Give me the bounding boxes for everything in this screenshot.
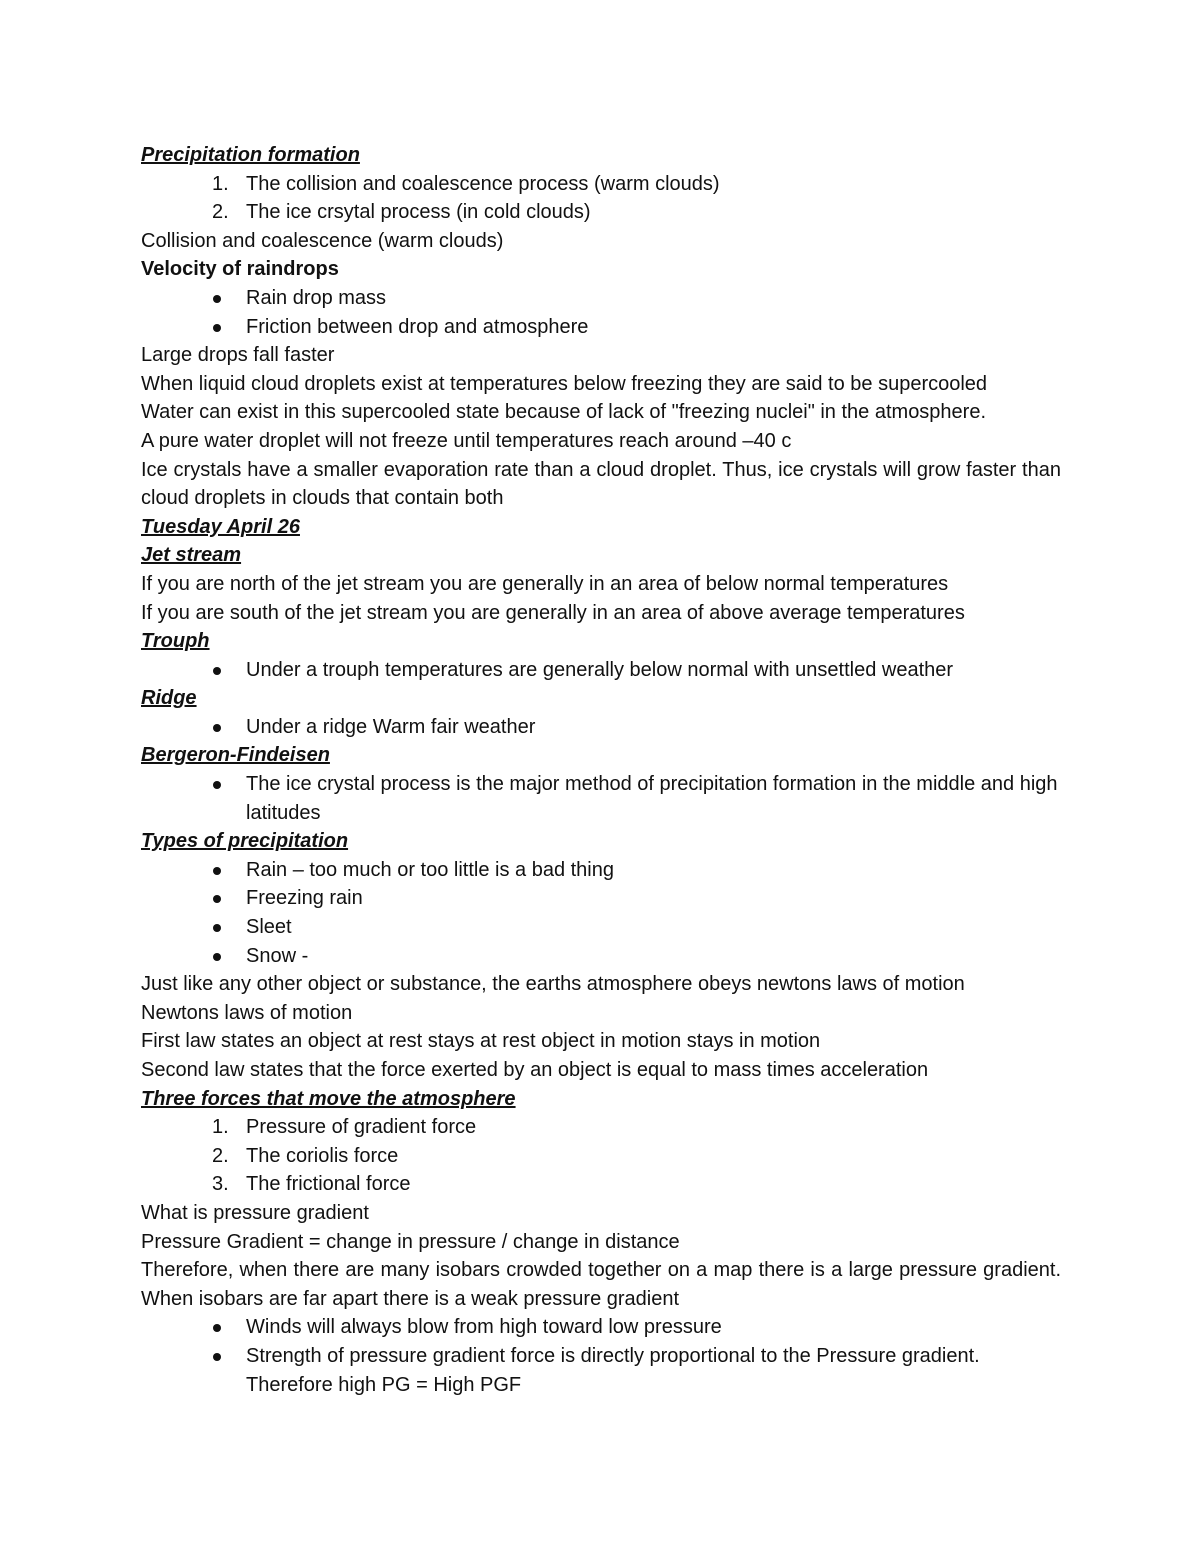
paragraph: What is pressure gradient xyxy=(141,1201,369,1224)
paragraph: Therefore, when there are many isobars crowded together on a map there is a large pressure gradient. When isobars are far apart there is a weak pressure gradient xyxy=(141,1259,1061,1310)
heading-precipitation-formation: Precipitation formation xyxy=(141,144,360,166)
bullet-item xyxy=(141,913,1061,942)
item-text: Pressure of gradient force xyxy=(246,1116,477,1139)
paragraph: If you are south of the jet stream you are generally in an area of above average temperatures xyxy=(141,601,965,624)
item-text: The frictional force xyxy=(246,1173,411,1196)
bullet-icon xyxy=(213,295,221,303)
item-text: Rain drop mass xyxy=(246,286,387,309)
heading-three-forces: Three forces that move the atmosphere xyxy=(141,1087,516,1110)
numbered-item xyxy=(141,198,1061,227)
bullet-icon xyxy=(213,1353,221,1361)
heading-bergeron-findeisen: Bergeron-Findeisen xyxy=(141,744,330,767)
bullet-icon xyxy=(213,924,221,932)
paragraph: When liquid cloud droplets exist at temperatures below freezing they are said to be supercooled xyxy=(141,372,988,395)
bullet-icon xyxy=(213,724,221,732)
bullet-icon xyxy=(213,781,221,789)
bullet-icon xyxy=(213,895,221,903)
item-text: Friction between drop and atmosphere xyxy=(246,315,589,338)
heading-trough: Trouph xyxy=(141,630,210,653)
heading-jet-stream: Jet stream xyxy=(141,544,242,567)
bullet-item xyxy=(141,884,1061,913)
numbered-item xyxy=(141,1170,1061,1199)
heading-ridge: Ridge xyxy=(141,687,197,710)
heading-date: Tuesday April 26 xyxy=(141,515,300,538)
bullet-item xyxy=(141,770,1061,827)
heading-types-of-precipitation: Types of precipitation xyxy=(141,830,349,853)
bullet-item xyxy=(141,284,1061,313)
paragraph: If you are north of the jet stream you are generally in an area of below normal temperatures xyxy=(141,572,949,595)
heading-velocity: Velocity of raindrops xyxy=(141,258,339,281)
list-number: 2. xyxy=(212,201,229,224)
paragraph: Collision and coalescence (warm clouds) xyxy=(141,229,504,252)
numbered-item xyxy=(141,1142,1061,1171)
bullet-item xyxy=(141,856,1061,885)
paragraph: First law states an object at rest stays at rest object in motion stays in motion xyxy=(141,1030,821,1053)
bullet-icon xyxy=(213,324,221,332)
item-text: Under a ridge Warm fair weather xyxy=(246,715,536,738)
list-number: 3. xyxy=(212,1173,229,1196)
item-text: Freezing rain xyxy=(246,887,363,910)
bullet-icon xyxy=(213,1324,221,1332)
numbered-item xyxy=(141,170,1061,199)
item-text: Under a trouph temperatures are generally below normal with unsettled weather xyxy=(246,658,954,681)
paragraph: Just like any other object or substance, the earths atmosphere obeys newtons laws of motion xyxy=(141,973,965,996)
bullet-item xyxy=(141,1313,1061,1342)
item-text: The ice crsytal process (in cold clouds) xyxy=(246,201,591,224)
paragraph: Pressure Gradient = change in pressure / change in distance xyxy=(141,1230,680,1253)
bullet-item xyxy=(141,656,1061,685)
document-page xyxy=(141,141,1061,1399)
item-text: Winds will always blow from high toward low pressure xyxy=(246,1316,722,1339)
paragraph: Newtons laws of motion xyxy=(141,1001,353,1024)
paragraph: Ice crystals have a smaller evaporation rate than a cloud droplet. Thus, ice crystals will grow faster than cloud droplets in clouds that contain both xyxy=(141,458,1061,510)
paragraph: Water can exist in this supercooled state because of lack of "freezing nuclei" in the atmosphere. xyxy=(141,401,987,424)
list-number: 2. xyxy=(212,1144,229,1167)
bullet-icon xyxy=(213,953,221,961)
item-text: The collision and coalescence process (warm clouds) xyxy=(246,172,720,195)
bullet-icon xyxy=(213,667,221,675)
bullet-item xyxy=(141,713,1061,742)
bullet-item xyxy=(141,942,1061,971)
item-text: The coriolis force xyxy=(246,1144,399,1167)
item-text: Rain – too much or too little is a bad thing xyxy=(246,858,614,881)
paragraph: Second law states that the force exerted by an object is equal to mass times acceleration xyxy=(141,1059,929,1081)
bullet-item xyxy=(141,313,1061,342)
bullet-item xyxy=(141,1342,1061,1399)
item-text: Snow - xyxy=(246,944,309,967)
numbered-item xyxy=(141,1113,1061,1142)
paragraph: A pure water droplet will not freeze until temperatures reach around –40 c xyxy=(141,429,792,452)
list-number: 1. xyxy=(212,1116,229,1139)
item-text: Strength of pressure gradient force is directly proportional to the Pressure gradient. Therefore high PG = High PGF xyxy=(246,1344,980,1396)
item-text: The ice crystal process is the major method of precipitation formation in the middle and high latitudes xyxy=(246,773,1058,824)
paragraph: Large drops fall faster xyxy=(141,344,335,367)
bullet-icon xyxy=(213,867,221,875)
item-text: Sleet xyxy=(246,916,292,939)
list-number: 1. xyxy=(212,172,229,195)
